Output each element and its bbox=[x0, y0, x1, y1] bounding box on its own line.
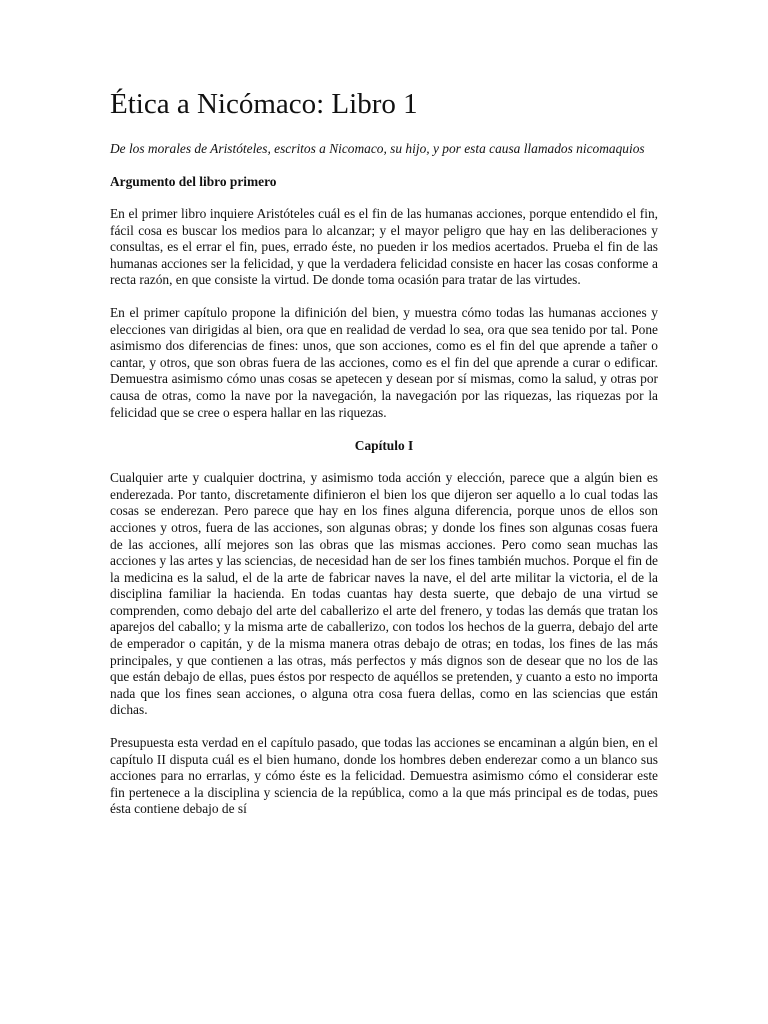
document-page bbox=[110, 86, 658, 834]
document-subtitle: De los morales de Aristóteles, escritos a Nicomaco, su hijo, y por esta causa llamados nicomaquios bbox=[110, 141, 645, 156]
argument-paragraph: En el primer capítulo propone la difinición del bien, y muestra cómo todas las humanas acciones y elecciones van dirigidas al bien, ora que en realidad de verdad lo sea, ora que sea tenido por tal. Pone asimismo dos diferencias de fines: unos, que son acciones, como es el fin del que aprende a tañer o cantar, y otros, que son obras fuera de las acciones, como es el fin del que aprende a curar o edificar. Demuestra asimismo cómo unas cosas se apetecen y desean por sí mismas, como la salud, y otras por causa de otras, como la nave por la navegación, la navegación por las riquezas, las riquezas por la felicidad que se cree o espera hallar en las riquezas. bbox=[110, 304, 658, 420]
argument-heading: Argumento del libro primero bbox=[110, 174, 277, 189]
chapter-paragraph: Presupuesta esta verdad en el capítulo pasado, que todas las acciones se encaminan a algún bien, en el capítulo II disputa cuál es el bien humano, donde los hombres deben enderezar como a un blanco sus acciones para no errarlas, y cómo éste es la felicidad. Demuestra asimismo cómo el considerar este fin pertenece a la disciplina y sciencia de la república, como a la que más principal es de todas, pues ésta contiene debajo de sí bbox=[110, 735, 658, 817]
argument-paragraph: En el primer libro inquiere Aristóteles cuál es el fin de las humanas acciones, porque entendido el fin, fácil cosa es buscar los medios para lo alcanzar; y el mayor peligro que hay en las deliberaciones y consultas, es el errar el fin, pues, errado éste, no pueden ir los medios acertados. Prueba el fin de las humanas acciones ser la felicidad, y que la verdadera felicidad consiste en hacer las cosas conforme a recta razón, en que consiste la virtud. De donde toma ocasión para tratar de las virtudes. bbox=[110, 206, 658, 288]
document-title: Ética a Nicómaco: Libro 1 bbox=[110, 88, 418, 120]
chapter-heading: Capítulo I bbox=[354, 438, 414, 454]
chapter-paragraph: Cualquier arte y cualquier doctrina, y asimismo toda acción y elección, parece que a algún bien es enderezada. Por tanto, discretamente difinieron el bien los que dijeron ser aquello a lo cual todas las cosas se enderezan. Pero parece que hay en los fines alguna diferencia, porque unos de ellos son acciones y otros, fuera de las acciones, son algunas obras; y donde los fines son algunas cosas fuera de las acciones, allí mejores son las obras que las mismas acciones. Pero como sean muchas las acciones y las artes y las sciencias, de necesidad han de ser los fines también muchos. Porque el fin de la medicina es la salud, el de la arte de fabricar naves la nave, el del arte militar la victoria, el de la disciplina familiar la hacienda. En todas cuantas hay desta suerte, que debajo de una virtud se comprenden, como debajo del arte del caballerizo el arte del frenero, y todas las demás que tratan los aparejos del caballo; y la misma arte de caballerizo, con todos los hechos de la guerra, debajo del arte de emperador o capitán, y de la misma manera otras debajo de otras; en todas, los fines de las más principales, y que contienen a las otras, más perfectos y más dignos son de desear que no los de las que están debajo de ellas, pues éstos por respecto de aquéllos se pretenden, y cuanto a esto no importa nada que los fines sean acciones, o alguna otra cosa fuera dellas, como en las sciencias que están dichas. bbox=[110, 470, 658, 718]
